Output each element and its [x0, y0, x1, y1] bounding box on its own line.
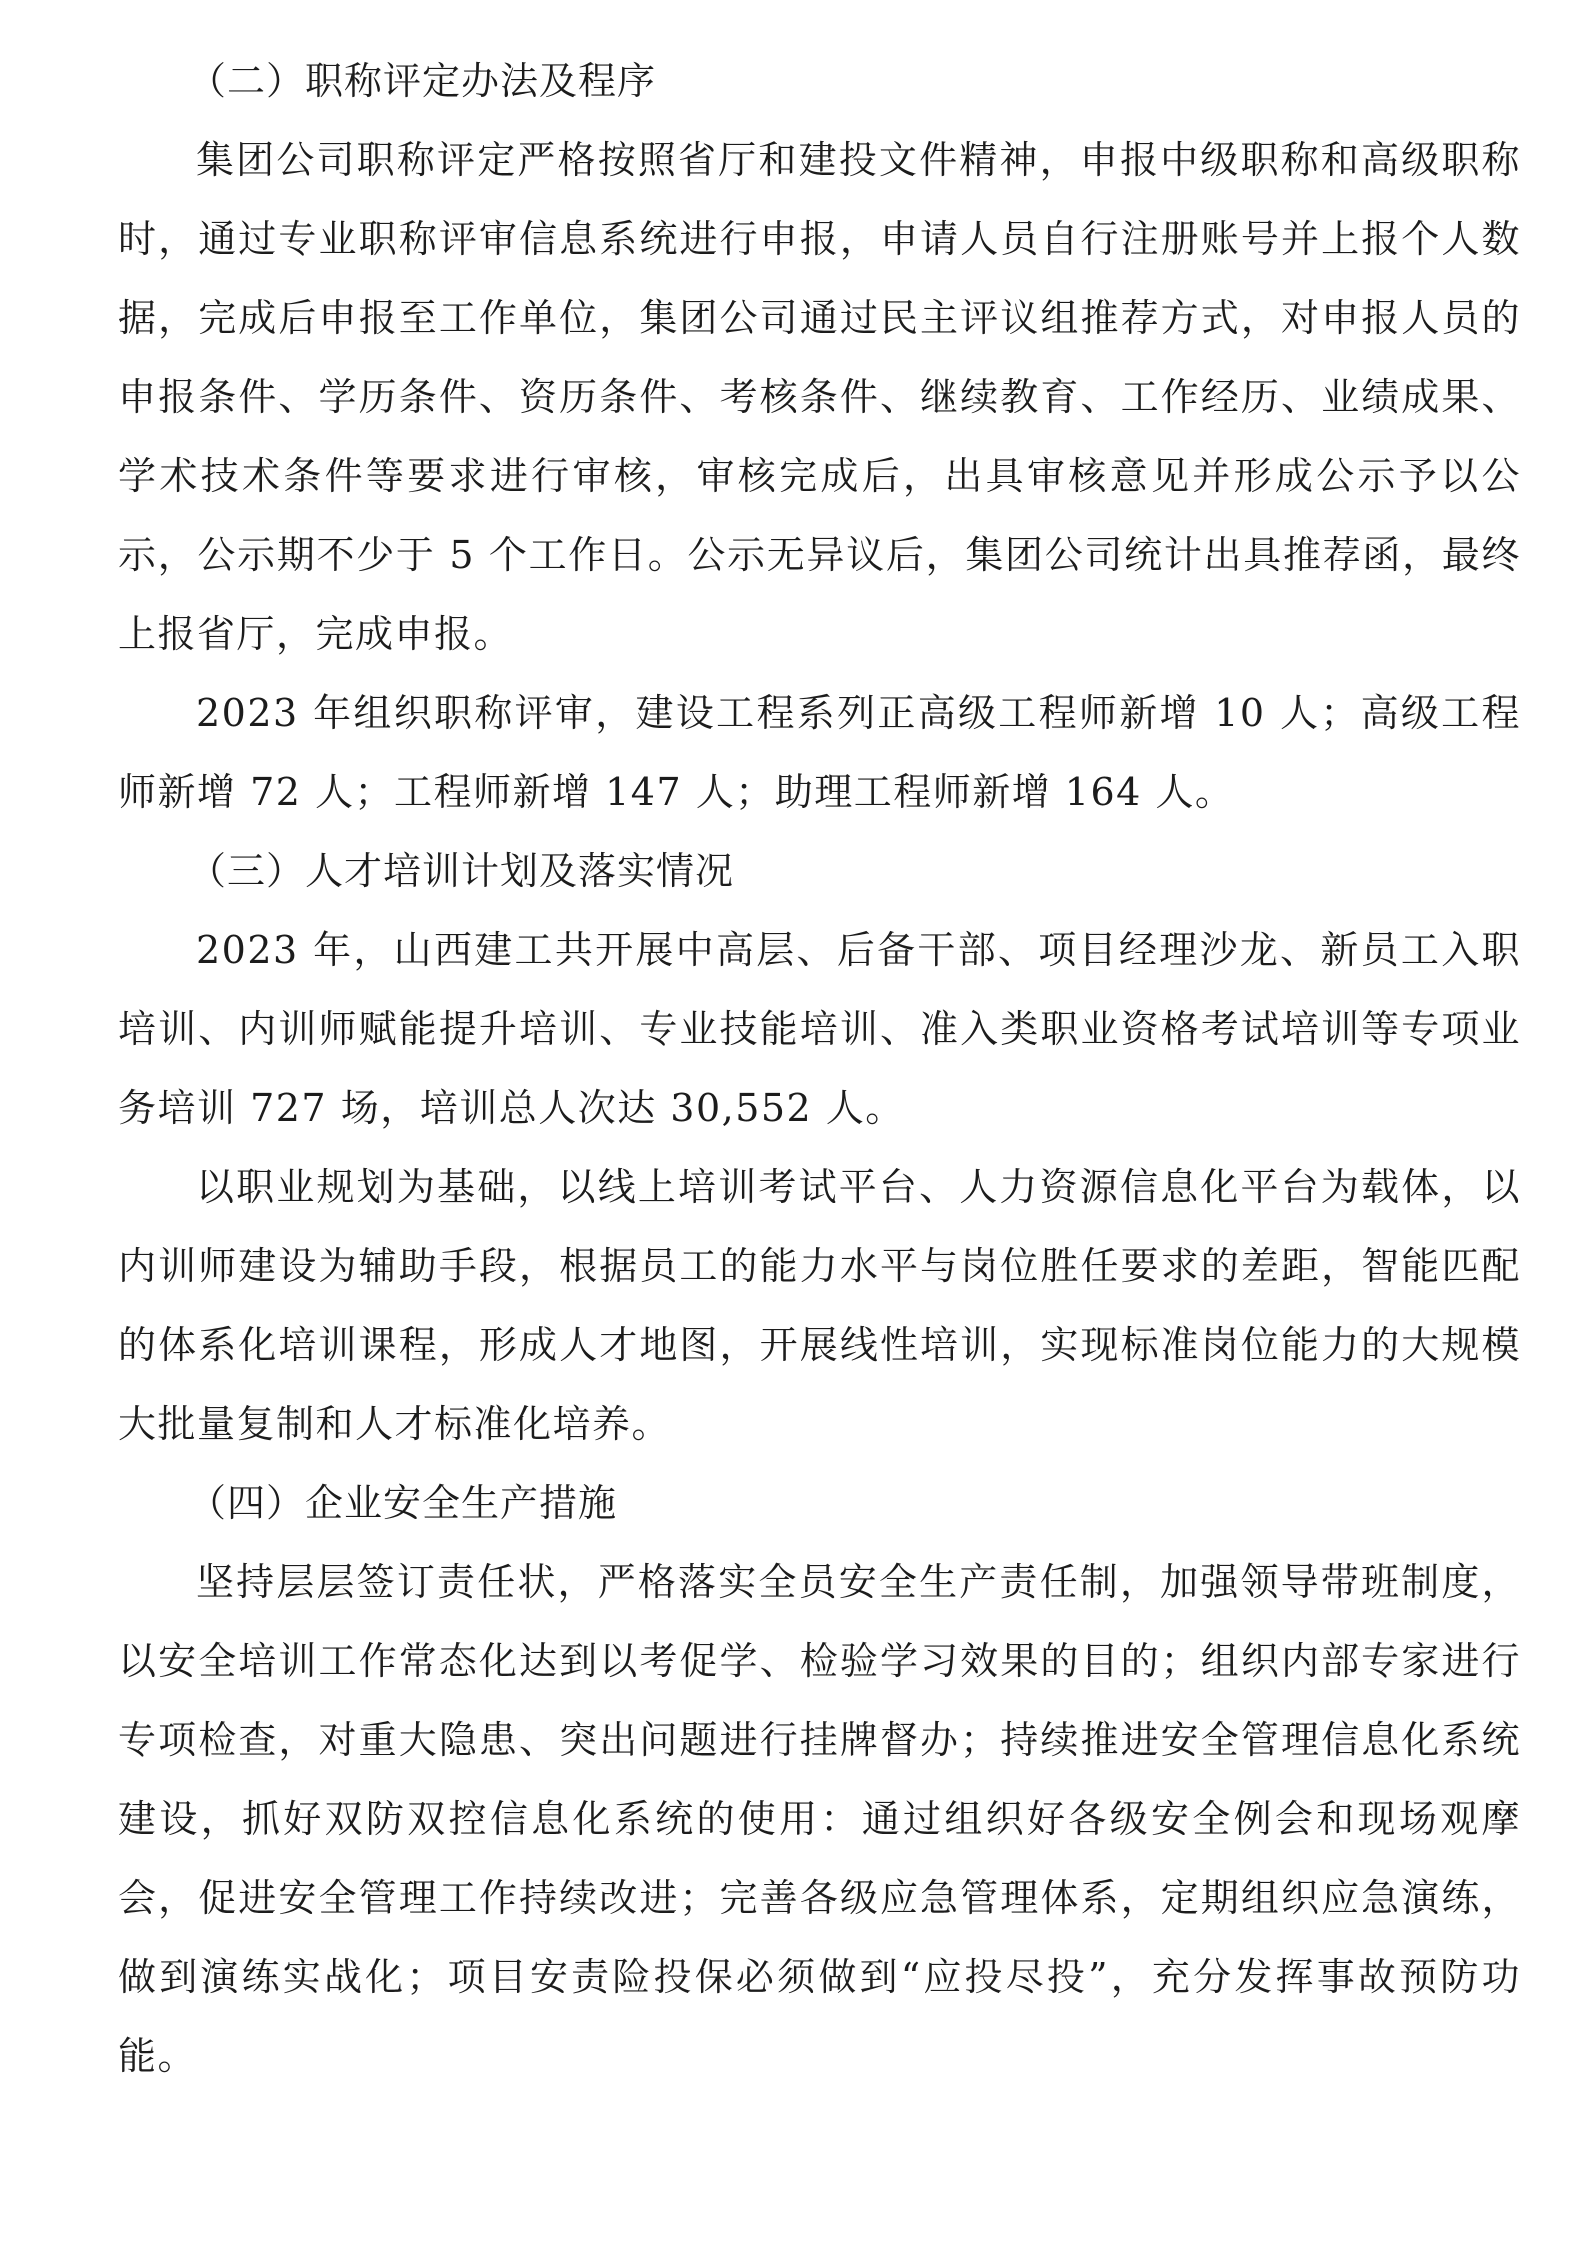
paragraph: 集团公司职称评定严格按照省厅和建投文件精神，申报中级职称和高级职称时，通过专业职称评审信息系统进行申报，申请人员自行注册账号并上报个人数据，完成后申报至工作单位，集团公司通过民主评议组推荐方式，对申报人员的申报条件、学历条件、资历条件、考核条件、继续教育、工作经历、业绩成果、学术技术条件等要求进行审核，审核完成后，出具审核意见并形成公示予以公示，公示期不少于 5 个工作日。公示无异议后，集团公司统计出具推荐函，最终上报省厅，完成申报。	[118, 138, 1521, 656]
section-heading: （四）企业安全生产措施	[188, 1481, 618, 1525]
section-heading: （三）人才培训计划及落实情况	[188, 849, 735, 893]
paragraph: 坚持层层签订责任状，严格落实全员安全生产责任制，加强领导带班制度，以安全培训工作常态化达到以考促学、检验学习效果的目的；组织内部专家进行专项检查，对重大隐患、突出问题进行挂牌督办；持续推进安全管理信息化系统建设，抓好双防双控信息化系统的使用：通过组织好各级安全例会和现场观摩会，促进安全管理工作持续改进；完善各级应急管理体系，定期组织应急演练，做到演练实战化；项目安责险投保必须做到“应投尽投”，充分发挥事故预防功能。	[118, 1560, 1521, 2078]
paragraph: 2023 年组织职称评审，建设工程系列正高级工程师新增 10 人；高级工程师新增 72 人；工程师新增 147 人；助理工程师新增 164 人。	[118, 691, 1521, 814]
paragraph: 2023 年，山西建工共开展中高层、后备干部、项目经理沙龙、新员工入职培训、内训师赋能提升培训、专业技能培训、准入类职业资格考试培训等专项业务培训 727 场，培训总人次达 30,552 人。	[118, 928, 1521, 1130]
section-heading: （二）职称评定办法及程序	[188, 59, 657, 103]
paragraph: 以职业规划为基础，以线上培训考试平台、人力资源信息化平台为载体，以内训师建设为辅助手段，根据员工的能力水平与岗位胜任要求的差距，智能匹配的体系化培训课程，形成人才地图，开展线性培训，实现标准岗位能力的大规模大批量复制和人才标准化培养。	[118, 1165, 1521, 1446]
